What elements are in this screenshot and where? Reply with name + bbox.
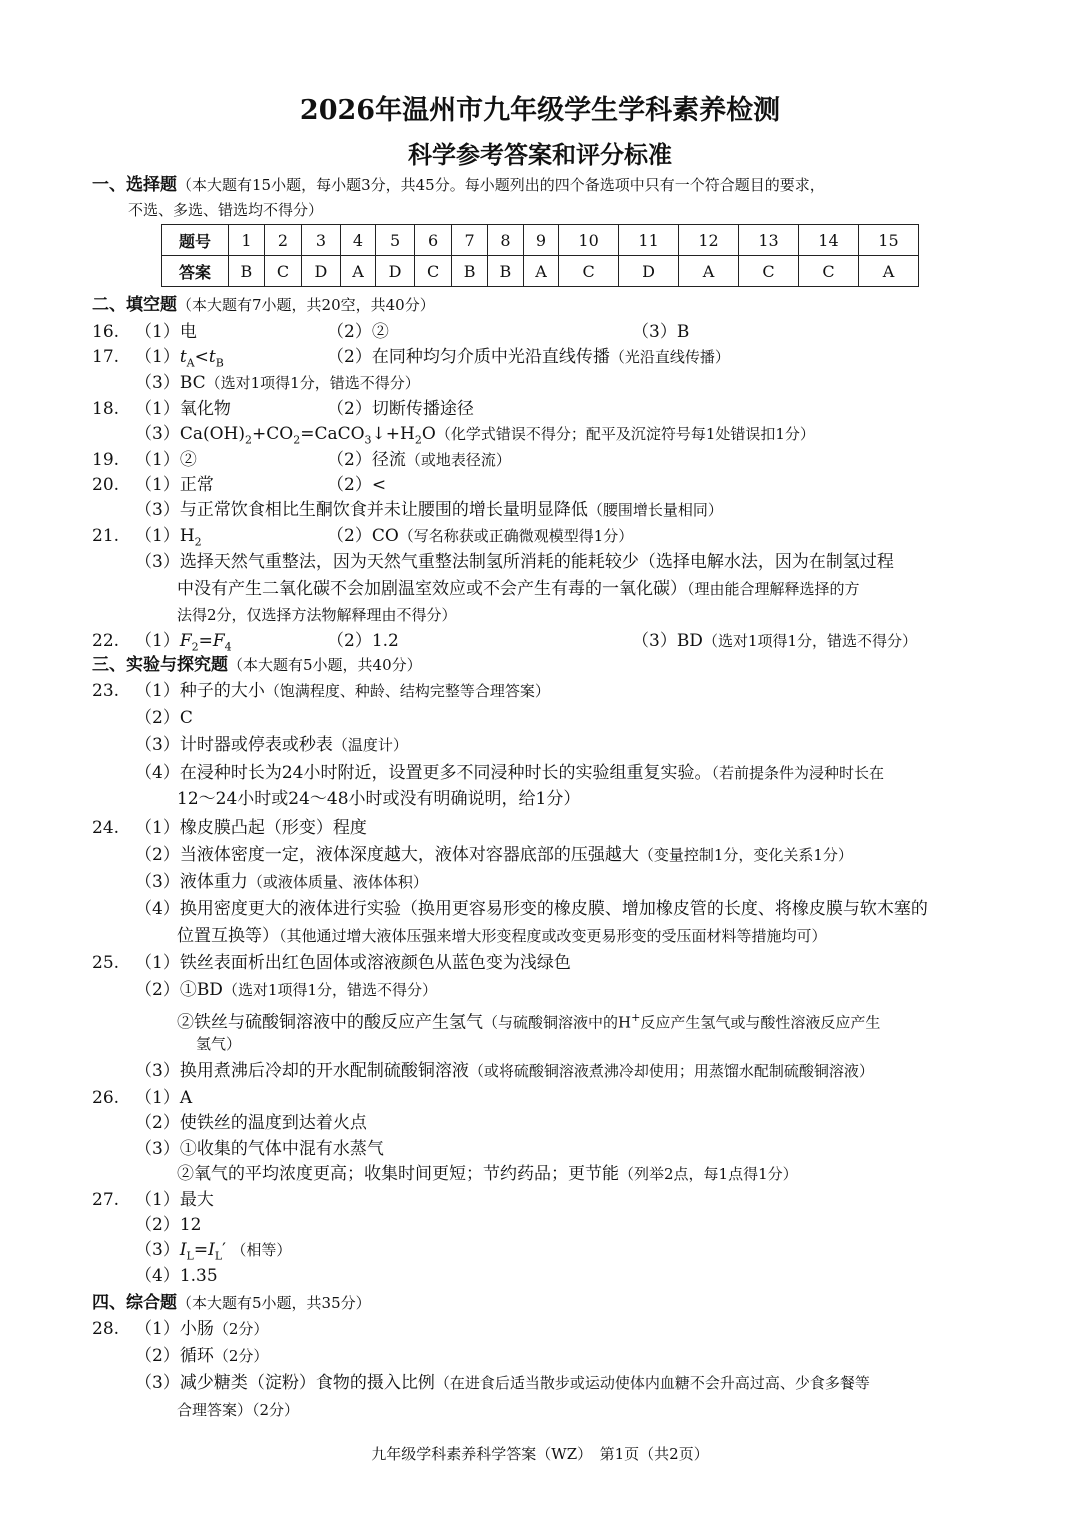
q16-part2: （2）②	[327, 322, 389, 342]
q19-part2-text: （2）径流	[327, 450, 406, 470]
q25-part2b-line1	[177, 1007, 880, 1034]
q28-part1-note: （2分）	[213, 1320, 269, 1338]
q19-part2-note: （或地表径流）	[405, 451, 511, 469]
q18-part2: （2）切断传播途径	[327, 399, 474, 419]
question-number: 13	[739, 225, 799, 256]
q26-part1: （1）A	[135, 1088, 193, 1108]
q17-part1: $(1)t_A<t_B$	[135, 347, 224, 370]
page-subtitle: 科学参考答案和评分标准	[408, 140, 672, 169]
q21-part3-line2-note: （理由能合理解释选择的方	[687, 580, 860, 598]
answer-cell: B	[452, 256, 488, 287]
answer-cell: C	[739, 256, 799, 287]
q23-part4-line1	[135, 762, 884, 784]
q23-part3	[135, 734, 408, 756]
q18-part1: （1）氧化物	[135, 399, 231, 419]
q23-part4-line2: 12～24小时或24～48小时或没有明确说明，给1分）	[177, 789, 581, 809]
q18-part3-note: （化学式错误不得分；配平及沉淀符号每1处错误扣1分）	[435, 425, 815, 443]
section1-note-line1: （本大题有15小题，每小题3分，共45分。每小题列出的四个备选项中只有一个符合题目的要求，	[177, 176, 825, 194]
q20-part2: （2）<	[327, 475, 387, 495]
question-number: 12	[679, 225, 739, 256]
q28-part3-line1	[135, 1372, 870, 1394]
q20-part1: （1）正常	[135, 475, 214, 495]
q24-part2-text: （2）当液体密度一定，液体深度越大，液体对容器底部的压强越大	[135, 845, 639, 865]
q24-part2-note: （变量控制1分，变化关系1分）	[638, 846, 853, 864]
question-number: 1	[229, 225, 265, 256]
q28-part2-text: （2）循环	[135, 1346, 214, 1366]
table-header-question: 题号	[162, 225, 229, 256]
q21-number: 21.	[92, 526, 120, 546]
q22-part2: （2）1.2	[327, 631, 399, 651]
q24-part3-text: （3）液体重力	[135, 872, 248, 892]
answer-cell: C	[799, 256, 859, 287]
q28-part2-note: （2分）	[213, 1347, 269, 1365]
question-number: 7	[452, 225, 488, 256]
answer-cell: D	[376, 256, 415, 287]
q26-part3b-note: （列举2点，每1点得1分）	[619, 1165, 798, 1183]
q23-part1-text: （1）种子的大小	[135, 681, 265, 701]
q27-part1: （1）最大	[135, 1190, 214, 1210]
section2-note: （本大题有7小题，共20空，共40分）	[177, 296, 435, 314]
q17-part3	[135, 372, 420, 394]
q27-part2: （2）12	[135, 1215, 202, 1235]
q24-part1: （1）橡皮膜凸起（形变）程度	[135, 818, 367, 838]
answer-cell: B	[488, 256, 524, 287]
q20-part3-note: （腰围增长量相同）	[587, 501, 723, 519]
q17-part3-note: （选对1项得1分，错选不得分）	[205, 374, 420, 392]
q22-part3-text: （3）BD	[632, 631, 703, 651]
q26-part2: （2）使铁丝的温度到达着火点	[135, 1113, 367, 1133]
answer-cell: C	[414, 256, 451, 287]
question-number: 8	[488, 225, 524, 256]
answer-cell: B	[229, 256, 265, 287]
q25-part3-text: （3）换用煮沸后冷却的开水配制硫酸铜溶液	[135, 1061, 469, 1081]
q25-part2b-note-a: （与硫酸铜溶液中的H	[483, 1013, 632, 1032]
q17-number: 17.	[92, 347, 120, 367]
q25-part2b-note-b: 反应产生氢气或与酸性溶液反应产生	[640, 1013, 881, 1032]
q24-part4-note: （其他通过增大液体压强来增大形变程度或改变更易形变的受压面材料等措施均可）	[279, 927, 827, 945]
q24-part4-text: 位置互换等）	[177, 926, 279, 946]
q16-part3: （3）B	[632, 322, 690, 342]
q28-part3-line2: 合理答案）（2分）	[177, 1401, 300, 1419]
q23-part4-text: （4）在浸种时长为24小时附近，设置更多不同浸种时长的实验组重复实验。	[135, 763, 712, 783]
question-number: 3	[302, 225, 341, 256]
q27-part3-note: （相等）	[231, 1241, 292, 1259]
q17-part1-label: （1）	[135, 347, 180, 367]
q27-number: 27.	[92, 1190, 120, 1210]
q21-part2	[327, 525, 633, 547]
section4-header	[92, 1292, 371, 1314]
answer-cell: C	[559, 256, 619, 287]
section2-heading: 二、填空题	[92, 295, 177, 315]
q24-part4-line1: （4）换用密度更大的液体进行实验（换用更容易形变的橡皮膜、增加橡皮管的长度、将橡皮膜与软木塞的	[135, 899, 928, 919]
q17-part2-note: （光沿直线传播）	[609, 348, 730, 366]
q28-part1-text: （1）小肠	[135, 1319, 214, 1339]
answer-cell: A	[340, 256, 375, 287]
answer-cell: A	[679, 256, 739, 287]
table-header-answer: 答案	[162, 256, 229, 287]
q28-part3-text: （3）减少糖类（淀粉）食物的摄入比例	[135, 1373, 435, 1393]
q16-part1: （1）电	[135, 322, 197, 342]
section1-note-line2: 不选、多选、错选均不得分）	[128, 201, 324, 219]
q22-part3	[632, 630, 917, 652]
q25-part2b-sup: +	[631, 1011, 641, 1024]
section3-header	[92, 654, 422, 676]
q23-part3-text: （3）计时器或停表或秒表	[135, 735, 333, 755]
section1-header	[92, 174, 825, 196]
page-footer: 九年级学科素养科学答案（WZ） 第1页（共2页）	[371, 1445, 709, 1463]
q21-part3-line1: （3）选择天然气重整法，因为天然气重整法制氢所消耗的能耗较少（选择电解水法，因为在制氢过程	[135, 552, 894, 572]
q28-number: 28.	[92, 1319, 120, 1339]
section2-header	[92, 294, 435, 316]
q25-number: 25.	[92, 953, 120, 973]
q21-part3-line3: 法得2分，仅选择方法物解释理由不得分）	[177, 606, 457, 624]
answer-cell: D	[302, 256, 341, 287]
q19-number: 19.	[92, 450, 120, 470]
section4-note: （本大题有5小题，共35分）	[177, 1294, 371, 1312]
q24-part4-line2	[177, 925, 827, 947]
q28-part2	[135, 1345, 268, 1367]
q24-number: 24.	[92, 818, 120, 838]
q21-part3-line2-text: 中没有产生二氧化碳不会加剧温室效应或不会产生有毒的一氧化碳）	[177, 579, 687, 599]
q23-part4-note: （若前提条件为浸种时长在	[711, 764, 884, 782]
q18-part3-label: （3）	[135, 424, 180, 444]
q25-part3	[135, 1060, 874, 1082]
answer-table-question-row	[162, 225, 919, 256]
question-number: 4	[340, 225, 375, 256]
question-number: 10	[559, 225, 619, 256]
q28-part3-note: （在进食后适当散步或运动使体内血糖不会升高过高、少食多餐等	[434, 1374, 870, 1392]
q23-number: 23.	[92, 681, 120, 701]
q19-part1: （1）②	[135, 450, 197, 470]
q27-part4: （4）1.35	[135, 1266, 218, 1286]
question-number: 15	[858, 225, 918, 256]
q24-part3-note: （或液体质量、液体体积）	[247, 873, 428, 891]
q25-part2a-text: （2）①BD	[135, 980, 223, 1000]
answer-cell: C	[264, 256, 301, 287]
q24-part2	[135, 844, 853, 866]
answer-cell: A	[523, 256, 558, 287]
question-number: 6	[414, 225, 451, 256]
answer-cell: A	[858, 256, 918, 287]
q26-number: 26.	[92, 1088, 120, 1108]
q23-part1	[135, 680, 550, 702]
q24-part3	[135, 871, 428, 893]
q21-part2-note: （写名称获或正确微观模型得1分）	[398, 527, 634, 545]
q27-part3: $(3)I_L=I_L'$ （相等）	[135, 1240, 292, 1263]
q25-part3-note: （或将硫酸铜溶液煮沸冷却使用；用蒸馏水配制硫酸铜溶液）	[468, 1062, 874, 1080]
page-title: 2026年温州市九年级学生学科素养检测	[299, 95, 781, 126]
q28-part1	[135, 1318, 268, 1340]
question-number: 11	[619, 225, 679, 256]
q23-part3-note: （温度计）	[332, 736, 408, 754]
q18-number: 18.	[92, 399, 120, 419]
section3-heading: 三、实验与探究题	[92, 655, 228, 675]
q22-number: 22.	[92, 631, 120, 651]
answer-table-answer-row	[162, 256, 919, 287]
q17-part3-text: （3）BC	[135, 373, 206, 393]
q25-part2b-line2: 氢气）	[196, 1035, 242, 1053]
q23-part1-note: （饱满程度、种龄、结构完整等合理答案）	[264, 682, 550, 700]
q21-part1-label: （1）	[135, 526, 180, 546]
answer-cell: D	[619, 256, 679, 287]
q25-part2a	[135, 979, 437, 1001]
q21-part3-line2	[177, 578, 860, 600]
q17-part2	[327, 346, 730, 368]
q22-part3-note: （选对1项得1分，错选不得分）	[702, 632, 918, 650]
q21-part2-text: （2）CO	[327, 526, 399, 546]
question-number: 9	[523, 225, 558, 256]
q27-part3-label: （3）	[135, 1240, 180, 1260]
q20-number: 20.	[92, 475, 120, 495]
q26-part3a: （3）①收集的气体中混有水蒸气	[135, 1139, 384, 1159]
answer-table	[161, 224, 919, 287]
q20-part3-text: （3）与正常饮食相比生酮饮食并未让腰围的增长量明显降低	[135, 500, 588, 520]
section4-heading: 四、综合题	[92, 1293, 177, 1313]
section1-heading: 一、选择题	[92, 175, 177, 195]
q20-part3	[135, 499, 723, 521]
q26-part3b-text: ②氧气的平均浓度更高；收集时间更短；节约药品；更节能	[177, 1164, 619, 1184]
q21-part1: $(1)H_2$	[135, 526, 202, 549]
section3-note: （本大题有5小题，共40分）	[228, 656, 422, 674]
q22-part1: $(1)F_2=F_4$	[135, 631, 232, 654]
q19-part2	[327, 449, 511, 471]
q17-part2-text: （2）在同种均匀介质中光沿直线传播	[327, 347, 610, 367]
q25-part2b-text: ②铁丝与硫酸铜溶液中的酸反应产生氢气	[177, 1012, 483, 1033]
q23-part2: （2）C	[135, 708, 193, 728]
q26-part3b	[177, 1163, 798, 1185]
q22-part1-label: （1）	[135, 631, 180, 651]
q25-part2a-note: （选对1项得1分，错选不得分）	[222, 981, 438, 999]
q25-part1: （1）铁丝表面析出红色固体或溶液颜色从蓝色变为浅绿色	[135, 953, 571, 973]
question-number: 5	[376, 225, 415, 256]
question-number: 14	[799, 225, 859, 256]
question-number: 2	[264, 225, 301, 256]
q18-part3: $(3)Ca(OH)_2+CO_2=CaCO_3↓+H_2O$（化学式错误不得分；配平及沉淀符号每1处错误扣1分）	[135, 424, 815, 447]
q16-number: 16.	[92, 322, 120, 342]
